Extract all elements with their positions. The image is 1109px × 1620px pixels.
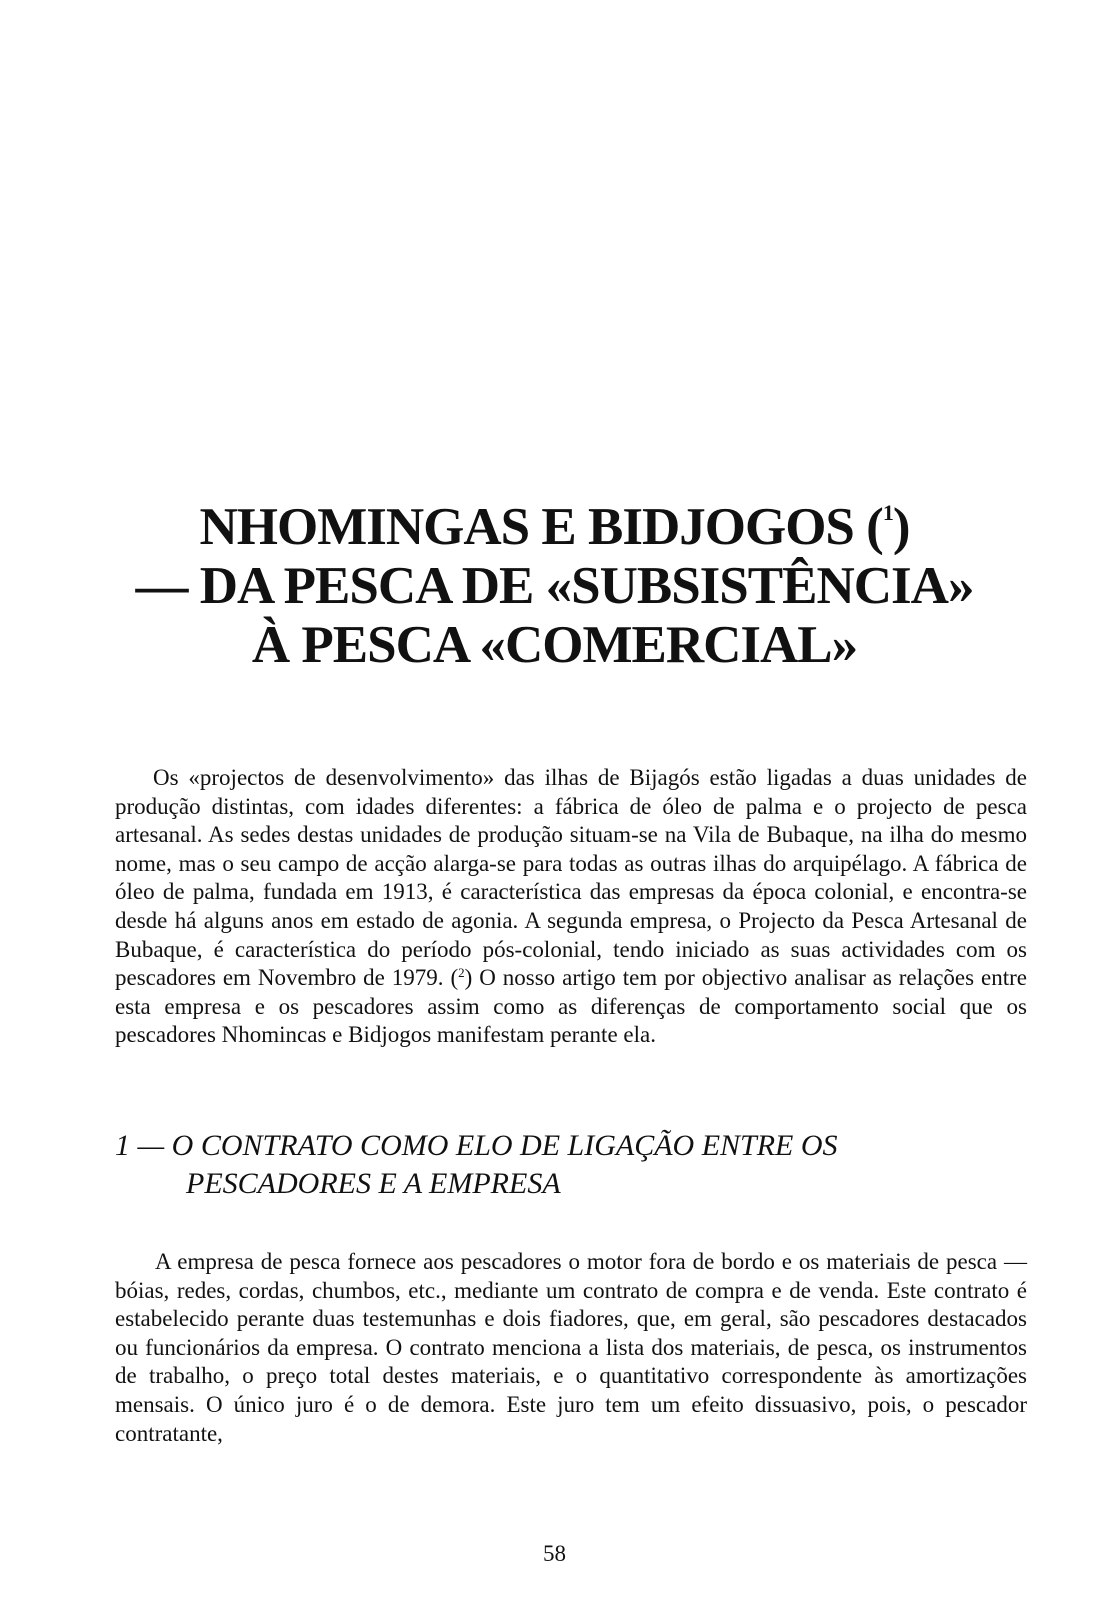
title-line-1-text: NHOMINGAS E BIDJOGOS ( — [199, 498, 883, 556]
section-heading-line-2: PESCADORES E A EMPRESA — [186, 1167, 561, 1200]
intro-paragraph — [115, 764, 1027, 1050]
intro-text-part-2: ) O nosso artigo tem por objectivo analisar as relações entre esta empresa e os pescadores assim como as diferenças de comportamento social que os pescadores Nhomincas e Bidjogos manifestam perante ela. — [115, 965, 1027, 1048]
title-line-1-close: ) — [892, 498, 910, 556]
article-title — [100, 498, 1009, 675]
title-line-1 — [100, 498, 1009, 557]
page-number: 58 — [543, 1541, 566, 1566]
section-heading — [115, 1127, 1027, 1203]
title-footnote-ref[interactable]: 1 — [882, 500, 893, 525]
section-paragraph: A empresa de pesca fornece aos pescadores o motor fora de bordo e os materiais de pesca — bóias, redes, cordas, chumbos, etc., mediante um contrato de compra e de venda. Este contrato é estabelecido perante duas testemunhas e dois fiadores, que, em geral, são pescadores destacados ou funcionários da empresa. O contrato menciona a lista dos materiais, de pesca, os instrumentos de trabalho, o preço total destes materiais, e o quantitativo correspondente às amortizações mensais. O único juro é o de demora. Este juro tem um efeito dissuasivo, pois, o pescador contratante, — [115, 1249, 1027, 1446]
intro-text-part-1: Os «projectos de desenvolvimento» das ilhas de Bijagós estão ligadas a duas unidades de produção distintas, com idades diferentes: a fábrica de óleo de palma e o projecto de pesca artesanal. As sedes destas unidades de produção situam-se na Vila de Bubaque, na ilha do mesmo nome, mas o seu campo de acção alarga-se para todas as outras ilhas do arquipélago. A fábrica de óleo de palma, fundada em 1913, é característica das empresas da época colonial, e encontra-se desde há alguns anos em estado de agonia. A segunda empresa, o Projecto da Pesca Artesanal de Bubaque, é característica do período pós-colonial, tendo iniciado as suas actividades com os pescadores em Novembro de 1979. ( — [115, 765, 1027, 991]
section-heading-line-1: 1 — O CONTRATO COMO ELO DE LIGAÇÃO ENTRE OS — [115, 1129, 838, 1162]
title-line-3: À PESCA «COMERCIAL» — [251, 616, 858, 674]
intro-footnote-ref[interactable]: 2 — [458, 965, 465, 981]
title-line-2: — DA PESCA DE «SUBSISTÊNCIA» — [135, 557, 974, 615]
